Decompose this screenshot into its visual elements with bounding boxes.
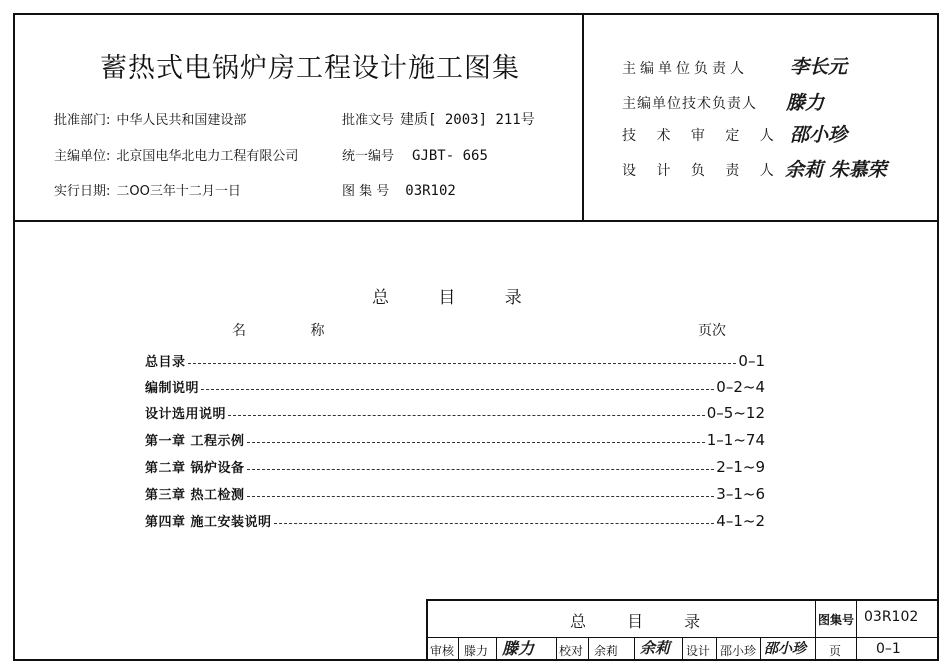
- toc-entry: [145, 484, 765, 504]
- info-value: 03R102: [405, 183, 456, 199]
- role-label: 主编单位负责人: [622, 61, 748, 77]
- signature: 邵小珍: [790, 124, 848, 146]
- info-label: 实行日期:: [54, 184, 111, 199]
- review-label: 审核: [430, 644, 455, 658]
- design-responsible-row: [622, 160, 782, 180]
- toc-leader: [274, 522, 715, 524]
- toc-entry: [145, 430, 765, 450]
- design-name: 邵小珍: [720, 644, 757, 658]
- toc-entry-name: 第一章 工程示例: [145, 434, 245, 449]
- info-label: 批准文号: [342, 113, 395, 128]
- info-label: 统一编号: [342, 149, 395, 164]
- toc-heading: 总 目 录: [372, 288, 544, 308]
- title-block-divider: [634, 637, 635, 661]
- toc-leader: [228, 414, 705, 416]
- role-label: 技 术 审 定 人: [622, 128, 782, 144]
- signature: 滕力: [786, 92, 825, 114]
- check-signature: 余莉: [640, 639, 671, 657]
- atlas-no-value: 03R102: [864, 609, 919, 625]
- title-block-divider: [458, 637, 459, 661]
- page-label: 页: [829, 644, 842, 658]
- toc-entry-name: 第二章 锅炉设备: [145, 461, 245, 476]
- toc-entry-name: 编制说明: [145, 381, 200, 396]
- info-label: 主编单位:: [54, 149, 111, 164]
- toc-entry-page: 0–5~12: [706, 404, 765, 422]
- check-name: 余莉: [594, 644, 619, 658]
- toc-leader: [247, 441, 705, 443]
- info-value: 北京国电华北电力工程有限公司: [116, 149, 299, 164]
- effective-date: [54, 180, 241, 199]
- title-block-left-border: [426, 599, 428, 661]
- header-divider: [13, 220, 939, 222]
- title-block-divider: [716, 637, 717, 661]
- toc-entry: [145, 377, 765, 397]
- info-value: 建质[ 2003] 211号: [400, 112, 535, 128]
- toc-leader: [247, 468, 715, 470]
- toc-entry-name: 第四章 施工安装说明: [145, 515, 272, 530]
- signature: 李长元: [790, 56, 848, 78]
- atlas-title: 蓄热式电锅炉房工程设计施工图集: [100, 53, 520, 84]
- info-label: 批准部门:: [54, 113, 111, 128]
- chief-editor-unit: [54, 145, 298, 164]
- toc-column-name: 名 称: [232, 323, 355, 339]
- design-label: 设计: [686, 644, 711, 658]
- toc-entry: [145, 403, 765, 423]
- toc-column-page: 页次: [698, 323, 726, 339]
- toc-entry-page: 3–1~6: [716, 485, 765, 503]
- review-signature: 滕力: [502, 639, 535, 658]
- toc-leader: [188, 362, 737, 364]
- toc-entry-name: 第三章 热工检测: [145, 488, 245, 503]
- title-block-divider: [856, 599, 857, 661]
- responsible-person-row: [622, 58, 748, 78]
- atlas-number: [342, 180, 456, 199]
- toc-entry-page: 1–1~74: [706, 431, 765, 449]
- toc-entry-name: 总目录: [145, 355, 186, 370]
- toc-entry-page: 4–1~2: [716, 512, 765, 530]
- review-name: 滕力: [464, 644, 489, 658]
- toc-entry-page: 0–2~4: [716, 378, 765, 396]
- info-label: 图 集 号: [342, 184, 390, 199]
- design-signature: 邵小珍: [764, 641, 806, 657]
- toc-entry: [145, 457, 765, 477]
- info-value: 中华人民共和国建设部: [116, 113, 247, 128]
- toc-entry-name: 设计选用说明: [145, 407, 227, 422]
- info-value: 二OO三年十二月一日: [116, 184, 241, 199]
- page-number: 0–1: [876, 641, 901, 657]
- technical-responsible-row: [622, 93, 757, 113]
- unified-number: [342, 145, 488, 164]
- title-block-divider: [815, 599, 816, 661]
- toc-entry: [145, 511, 765, 531]
- toc-entry: [145, 351, 765, 371]
- header-vertical-divider: [582, 13, 584, 221]
- role-label: 主编单位技术负责人: [622, 96, 757, 112]
- title-block-divider: [556, 637, 557, 661]
- title-block-divider: [588, 637, 589, 661]
- check-label: 校对: [559, 644, 584, 658]
- technical-reviewer-row: [622, 125, 782, 145]
- sheet-title: 总 目 录: [570, 612, 719, 631]
- title-block-top-border: [426, 599, 939, 601]
- toc-leader: [201, 388, 714, 390]
- toc-leader: [247, 495, 715, 497]
- toc-entry-page: 2–1~9: [716, 458, 765, 476]
- title-block-divider: [760, 637, 761, 661]
- signature: 余莉 朱慕荣: [785, 159, 887, 181]
- approving-department: [54, 109, 246, 128]
- role-label: 设 计 负 责 人: [622, 163, 782, 179]
- info-value: GJBT- 665: [412, 148, 488, 164]
- toc-entry-page: 0–1: [738, 352, 765, 370]
- title-block-divider: [682, 637, 683, 661]
- approval-document-no: [342, 109, 535, 129]
- atlas-no-label: 图集号: [818, 613, 855, 627]
- title-block-divider: [496, 637, 497, 661]
